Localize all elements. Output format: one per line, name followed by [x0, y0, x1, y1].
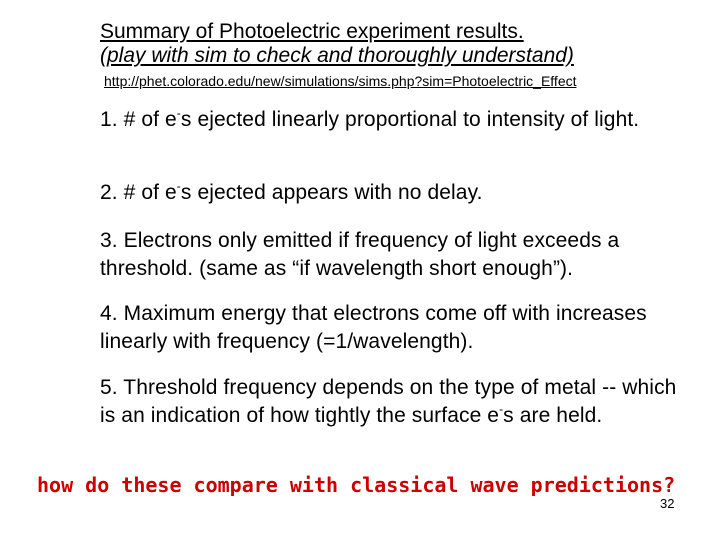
result-item-2: 2. # of e-s ejected appears with no delay.: [100, 179, 483, 204]
slide-title: [100, 20, 700, 68]
result-item-4: 4. Maximum energy that electrons come off with increases linearly with frequency (=1/wavelength).: [100, 302, 647, 353]
title-line-1: Summary of Photoelectric experiment results.: [100, 20, 524, 43]
page-number: 32: [660, 496, 675, 511]
title-line-2: (play with sim to check and thoroughly understand): [100, 44, 574, 67]
phet-sim-link[interactable]: http://phet.colorado.edu/new/simulations/sims.php?sim=Photoelectric_Effect: [104, 73, 577, 89]
discussion-question: how do these compare with classical wave predictions?: [37, 473, 676, 497]
result-item-1: 1. # of e-s ejected linearly proportional to intensity of light.: [100, 106, 640, 131]
result-item-3: 3. Electrons only emitted if frequency of light exceeds a threshold. (same as “if wavelength short enough”).: [100, 229, 620, 280]
result-item-5: 5. Threshold frequency depends on the type of metal -- which is an indication of how tightly the surface e-s are held.: [100, 376, 677, 427]
